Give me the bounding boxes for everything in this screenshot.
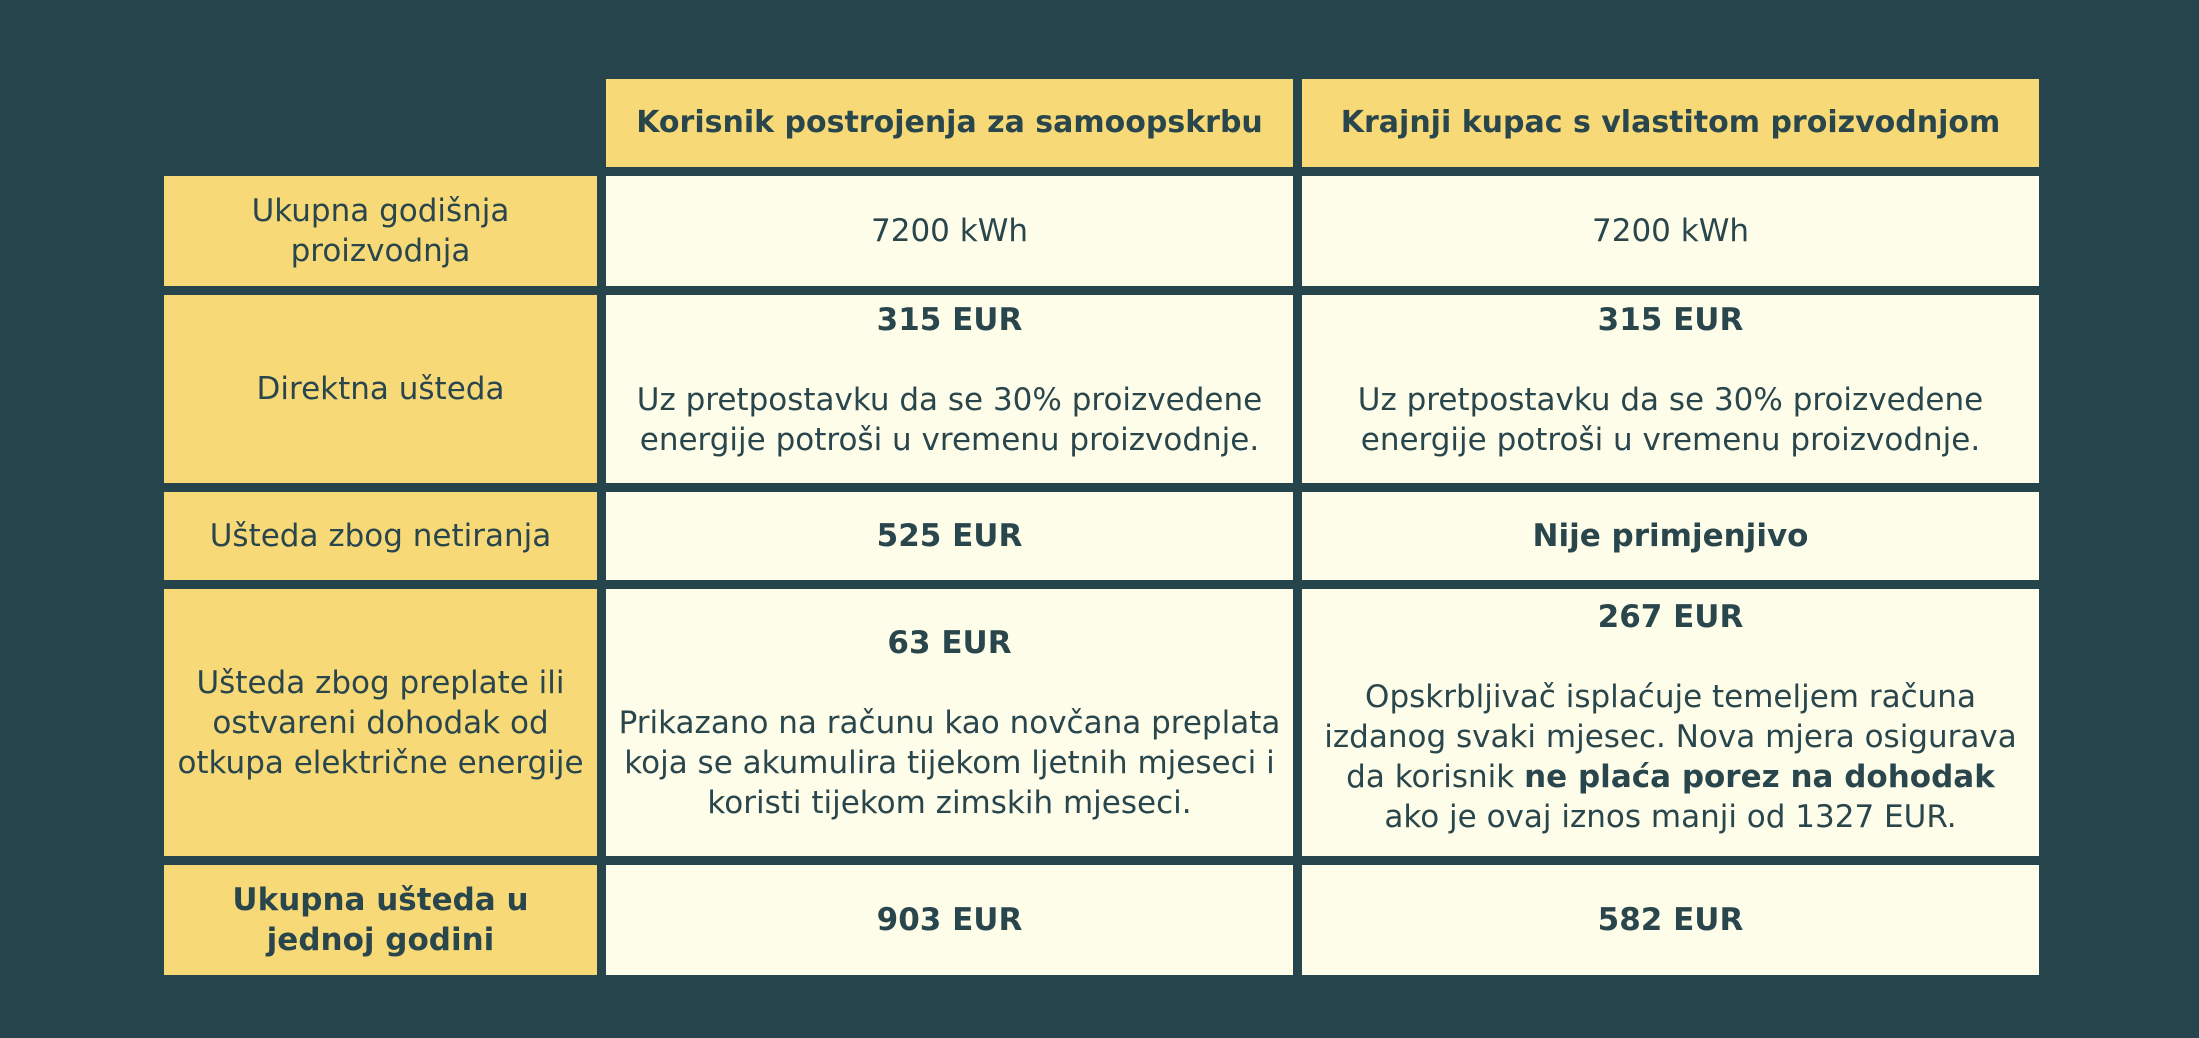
desc-overpayment-col2 xyxy=(1314,677,2027,837)
cell-total-saving-col2: 582 EUR xyxy=(1302,865,2039,975)
comparison-table xyxy=(164,79,2039,975)
row-label-overpayment-saving: Ušteda zbog preplate ili ostvareni dohodak od otkupa električne energije xyxy=(164,589,597,856)
column-header-end-customer: Krajnji kupac s vlastitom proizvodnjom xyxy=(1302,79,2039,167)
amount-direct-saving-col2: 315 EUR xyxy=(1597,302,1744,338)
row-label-netting-saving: Ušteda zbog netiranja xyxy=(164,492,597,580)
amount-overpayment-col2: 267 EUR xyxy=(1597,598,1744,635)
desc-overpayment-col2-part1: Opskrbljivač isplaćuje temeljem računa izdanog svaki mjesec. Nova mjera osigurava da korisnik xyxy=(1324,678,2017,795)
desc-overpayment-col2-bold: ne plaća porez na dohodak xyxy=(1524,758,1995,795)
desc-overpayment-col2-part2: ako je ovaj iznos manji od 1327 EUR. xyxy=(1384,798,1957,835)
cell-total-saving-col1: 903 EUR xyxy=(606,865,1293,975)
row-label-direct-saving: Direktna ušteda xyxy=(164,295,597,483)
cell-annual-production-col2: 7200 kWh xyxy=(1302,176,2039,286)
cell-direct-saving-col1 xyxy=(606,295,1293,483)
amount-direct-saving-col1: 315 EUR xyxy=(876,302,1023,338)
cell-netting-saving-col2: Nije primjenjivo xyxy=(1302,492,2039,580)
cell-direct-saving-col2 xyxy=(1302,295,2039,483)
desc-overpayment-col1: Prikazano na računu kao novčana preplata koja se akumulira tijekom ljetnih mjeseci i koristi tijekom zimskih mjeseci. xyxy=(618,704,1281,821)
cell-annual-production-col1: 7200 kWh xyxy=(606,176,1293,286)
row-label-annual-production: Ukupna godišnja proizvodnja xyxy=(164,176,597,286)
cell-overpayment-saving-col2 xyxy=(1302,589,2039,856)
column-header-self-supply: Korisnik postrojenja za samoopskrbu xyxy=(606,79,1293,167)
desc-direct-saving-col1: Uz pretpostavku da se 30% proizvedene energije potroši u vremenu proizvodnje. xyxy=(636,382,1263,458)
cell-netting-saving-col1: 525 EUR xyxy=(606,492,1293,580)
desc-direct-saving-col2: Uz pretpostavku da se 30% proizvedene energije potroši u vremenu proizvodnje. xyxy=(1357,382,1984,458)
cell-overpayment-saving-col1 xyxy=(606,589,1293,856)
amount-overpayment-col1: 63 EUR xyxy=(887,624,1012,661)
row-label-total-saving: Ukupna ušteda u jednoj godini xyxy=(164,865,597,975)
header-corner xyxy=(164,79,597,167)
